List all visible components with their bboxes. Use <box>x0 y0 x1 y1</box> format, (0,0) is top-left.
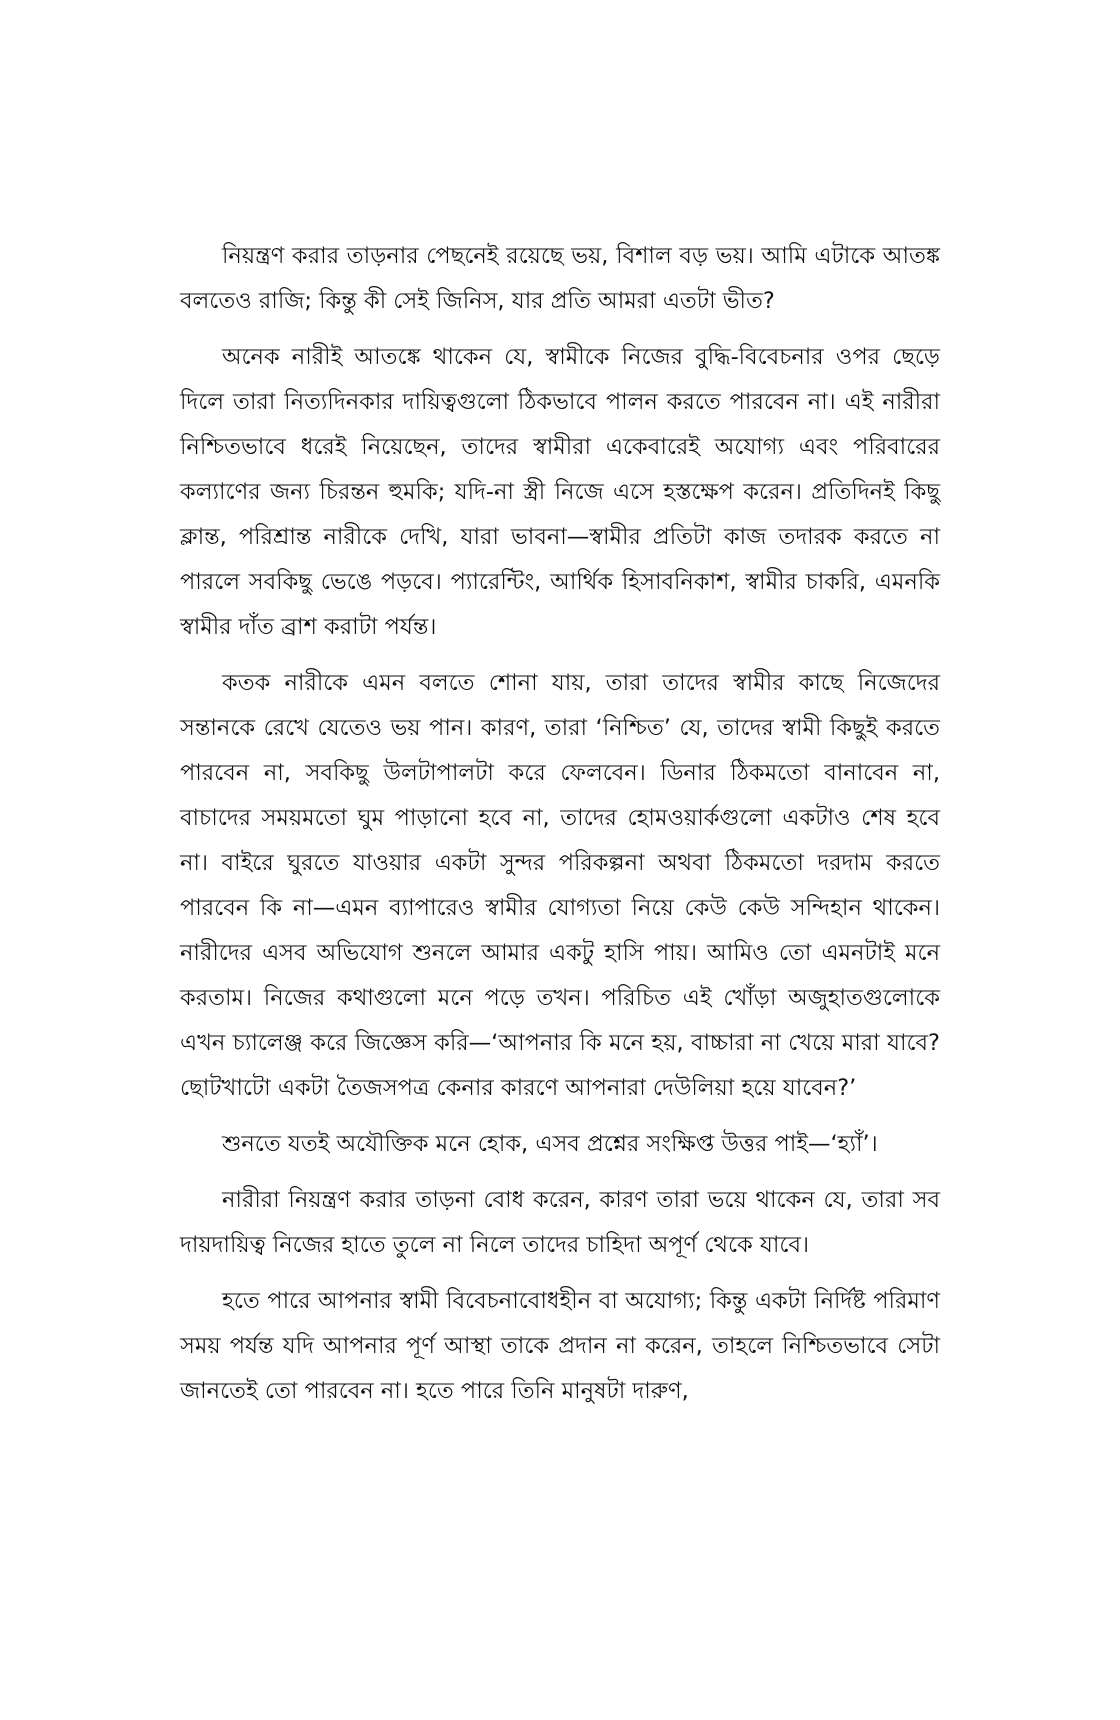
paragraph-3: কতক নারীকে এমন বলতে শোনা যায়, তারা তাদের স্বামীর কাছে নিজেদের সন্তানকে রেখে যেতেও ভয় পান। কারণ, তারা ‘নিশ্চিত’ যে, তাদের স্বামী কিছুই করতে পারবেন না, সবকিছু উলটাপালটা করে ফেলবেন। ডিনার ঠিকমতো বানাবেন না, বাচাদের সময়মতো ঘুম পাড়ানো হবে না, তাদের হোমওয়ার্কগুলো একটাও শেষ হবে না। বাইরে ঘুরতে যাওয়ার একটা সুন্দর পরিকল্পনা অথবা ঠিকমতো দরদাম করতে পারবেন কি না—এমন ব্যাপারেও স্বামীর যোগ্যতা নিয়ে কেউ কেউ সন্দিহান থাকেন। নারীদের এসব অভিযোগ শুনলে আমার একটু হাসি পায়। আমিও তো এমনটাই মনে করতাম। নিজের কথাগুলো মনে পড়ে তখন। পরিচিত এই খোঁড়া অজুহাতগুলোকে এখন চ্যালেঞ্জ করে জিজ্ঞেস করি—‘আপনার কি মনে হয়, বাচ্চারা না খেয়ে মারা যাবে? ছোটখাটো একটা তৈজসপত্র কেনার কারণে আপনারা দেউলিয়া হয়ে যাবেন?’ <box>180 670 940 1101</box>
body-text <box>180 234 940 1425</box>
paragraph-5: নারীরা নিয়ন্ত্রণ করার তাড়না বোধ করেন, কারণ তারা ভয়ে থাকেন যে, তারা সব দায়দায়িত্ব নিজের হাতে তুলে না নিলে তাদের চাহিদা অপূর্ণ থেকে যাবে। <box>180 1187 940 1258</box>
paragraph-6: হতে পারে আপনার স্বামী বিবেচনাবোধহীন বা অযোগ্য; কিন্তু একটা নির্দিষ্ট পরিমাণ সময় পর্যন্ত যদি আপনার পূর্ণ আস্থা তাকে প্রদান না করেন, তাহলে নিশ্চিতভাবে সেটা জানতেই তো পারবেন না। হতে পারে তিনি মানুষটা দারুণ, <box>180 1288 940 1404</box>
paragraph-4: শুনতে যতই অযৌক্তিক মনে হোক, এসব প্রশ্নের সংক্ষিপ্ত উত্তর পাই—‘হ্যাঁ’। <box>222 1131 878 1157</box>
paragraph-2: অনেক নারীই আতঙ্কে থাকেন যে, স্বামীকে নিজের বুদ্ধি-বিবেচনার ওপর ছেড়ে দিলে তারা নিত্যদিনকার দায়িত্বগুলো ঠিকভাবে পালন করতে পারবেন না। এই নারীরা নিশ্চিতভাবে ধরেই নিয়েছেন, তাদের স্বামীরা একেবারেই অযোগ্য এবং পরিবারের কল্যাণের জন্য চিরন্তন হুমকি; যদি-না স্ত্রী নিজে এসে হস্তক্ষেপ করেন। প্রতিদিনই কিছু ক্লান্ত, পরিশ্রান্ত নারীকে দেখি, যারা ভাবনা—স্বামীর প্রতিটা কাজ তদারক করতে না পারলে সবকিছু ভেঙে পড়বে। প্যারেন্টিং, আর্থিক হিসাবনিকাশ, স্বামীর চাকরি, এমনকি স্বামীর দাঁত ব্রাশ করাটা পর্যন্ত। <box>180 344 940 640</box>
paragraph-1: নিয়ন্ত্রণ করার তাড়নার পেছনেই রয়েছে ভয়, বিশাল বড় ভয়। আমি এটাকে আতঙ্ক বলতেও রাজি; কিন্তু কী সেই জিনিস, যার প্রতি আমরা এতটা ভীত? <box>180 243 940 314</box>
